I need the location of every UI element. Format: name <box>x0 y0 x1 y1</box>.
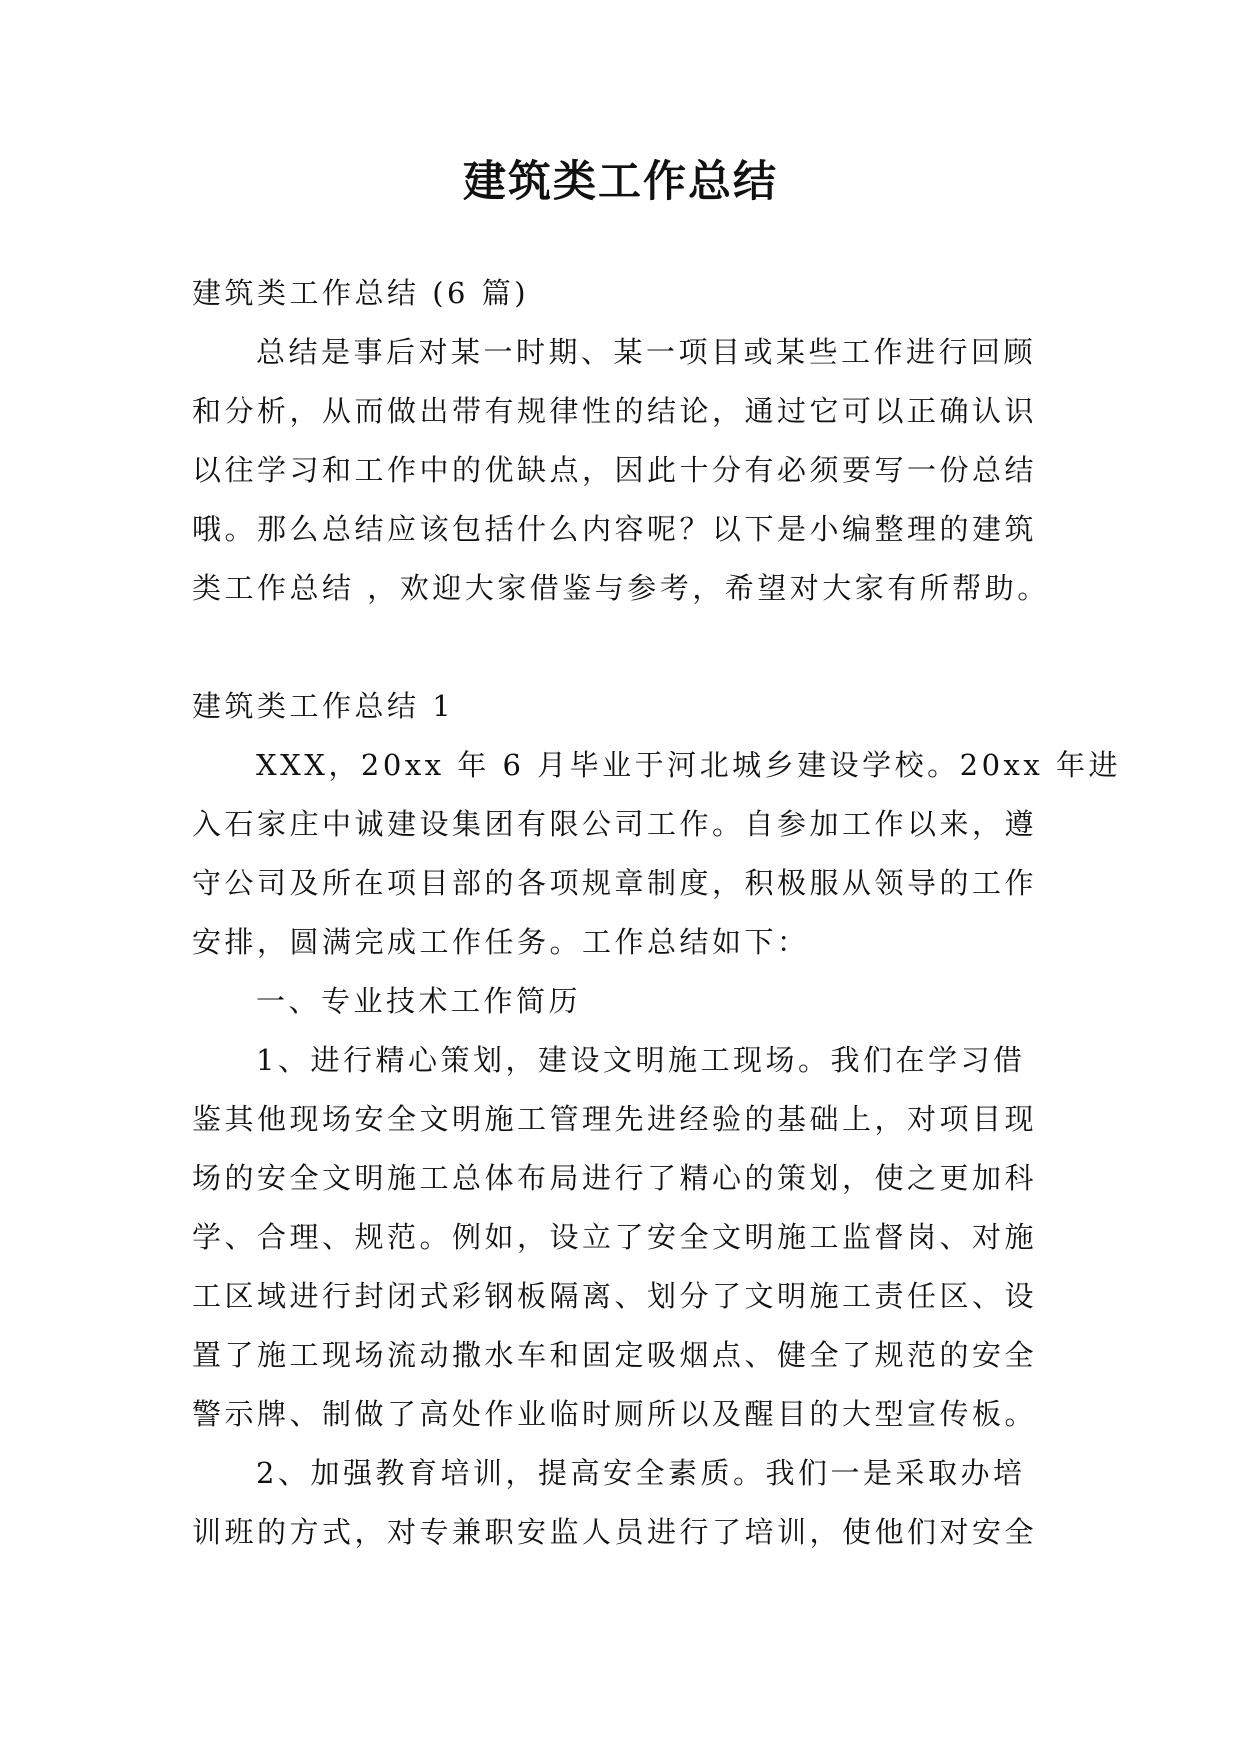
paragraph-line: 哦。那么总结应该包括什么内容呢？以下是小编整理的建筑 <box>192 512 1038 546</box>
document-body <box>192 264 1121 1562</box>
paragraph-line: 和分析，从而做出带有规律性的结论，通过它可以正确认识 <box>192 394 1038 428</box>
paragraph-line: 以往学习和工作中的优缺点，因此十分有必须要写一份总结 <box>192 453 1038 487</box>
subsection-heading: 一、专业技术工作简历 <box>256 984 582 1018</box>
paragraph-line: 类工作总结 ，欢迎大家借鉴与参考，希望对大家有所帮助。 <box>192 571 1050 605</box>
paragraph-line: 2、加强教育培训，提高安全素质。我们一是采取办培 <box>256 1456 1026 1490</box>
paragraph-line: 1、进行精心策划，建设文明施工现场。我们在学习借 <box>256 1043 1026 1077</box>
paragraph-line: 安排，圆满完成工作任务。工作总结如下： <box>192 925 810 959</box>
paragraph-line: XXX，20xx 年 6 月毕业于河北城乡建设学校。20xx 年进 <box>256 748 1121 782</box>
paragraph-line: 守公司及所在项目部的各项规章制度，积极服从领导的工作 <box>192 866 1038 900</box>
paragraph-line: 警示牌、制做了高处作业临时厕所以及醒目的大型宣传板。 <box>192 1397 1038 1431</box>
section-heading: 建筑类工作总结 (6 篇) <box>192 276 530 310</box>
paragraph-line: 入石家庄中诚建设集团有限公司工作。自参加工作以来，遵 <box>192 807 1038 841</box>
document-title: 建筑类工作总结 <box>463 157 778 207</box>
paragraph-line: 场的安全文明施工总体布局进行了精心的策划，使之更加科 <box>192 1161 1038 1195</box>
paragraph-line: 工区域进行封闭式彩钢板隔离、划分了文明施工责任区、设 <box>192 1279 1038 1313</box>
paragraph-line: 学、合理、规范。例如，设立了安全文明施工监督岗、对施 <box>192 1220 1038 1254</box>
paragraph-line: 鉴其他现场安全文明施工管理先进经验的基础上，对项目现 <box>192 1102 1038 1136</box>
paragraph-line: 总结是事后对某一时期、某一项目或某些工作进行回顾 <box>256 335 1037 369</box>
paragraph-line: 置了施工现场流动撒水车和固定吸烟点、健全了规范的安全 <box>192 1338 1038 1372</box>
section-heading: 建筑类工作总结 1 <box>192 689 455 723</box>
paragraph-line: 训班的方式，对专兼职安监人员进行了培训，使他们对安全 <box>192 1515 1038 1549</box>
